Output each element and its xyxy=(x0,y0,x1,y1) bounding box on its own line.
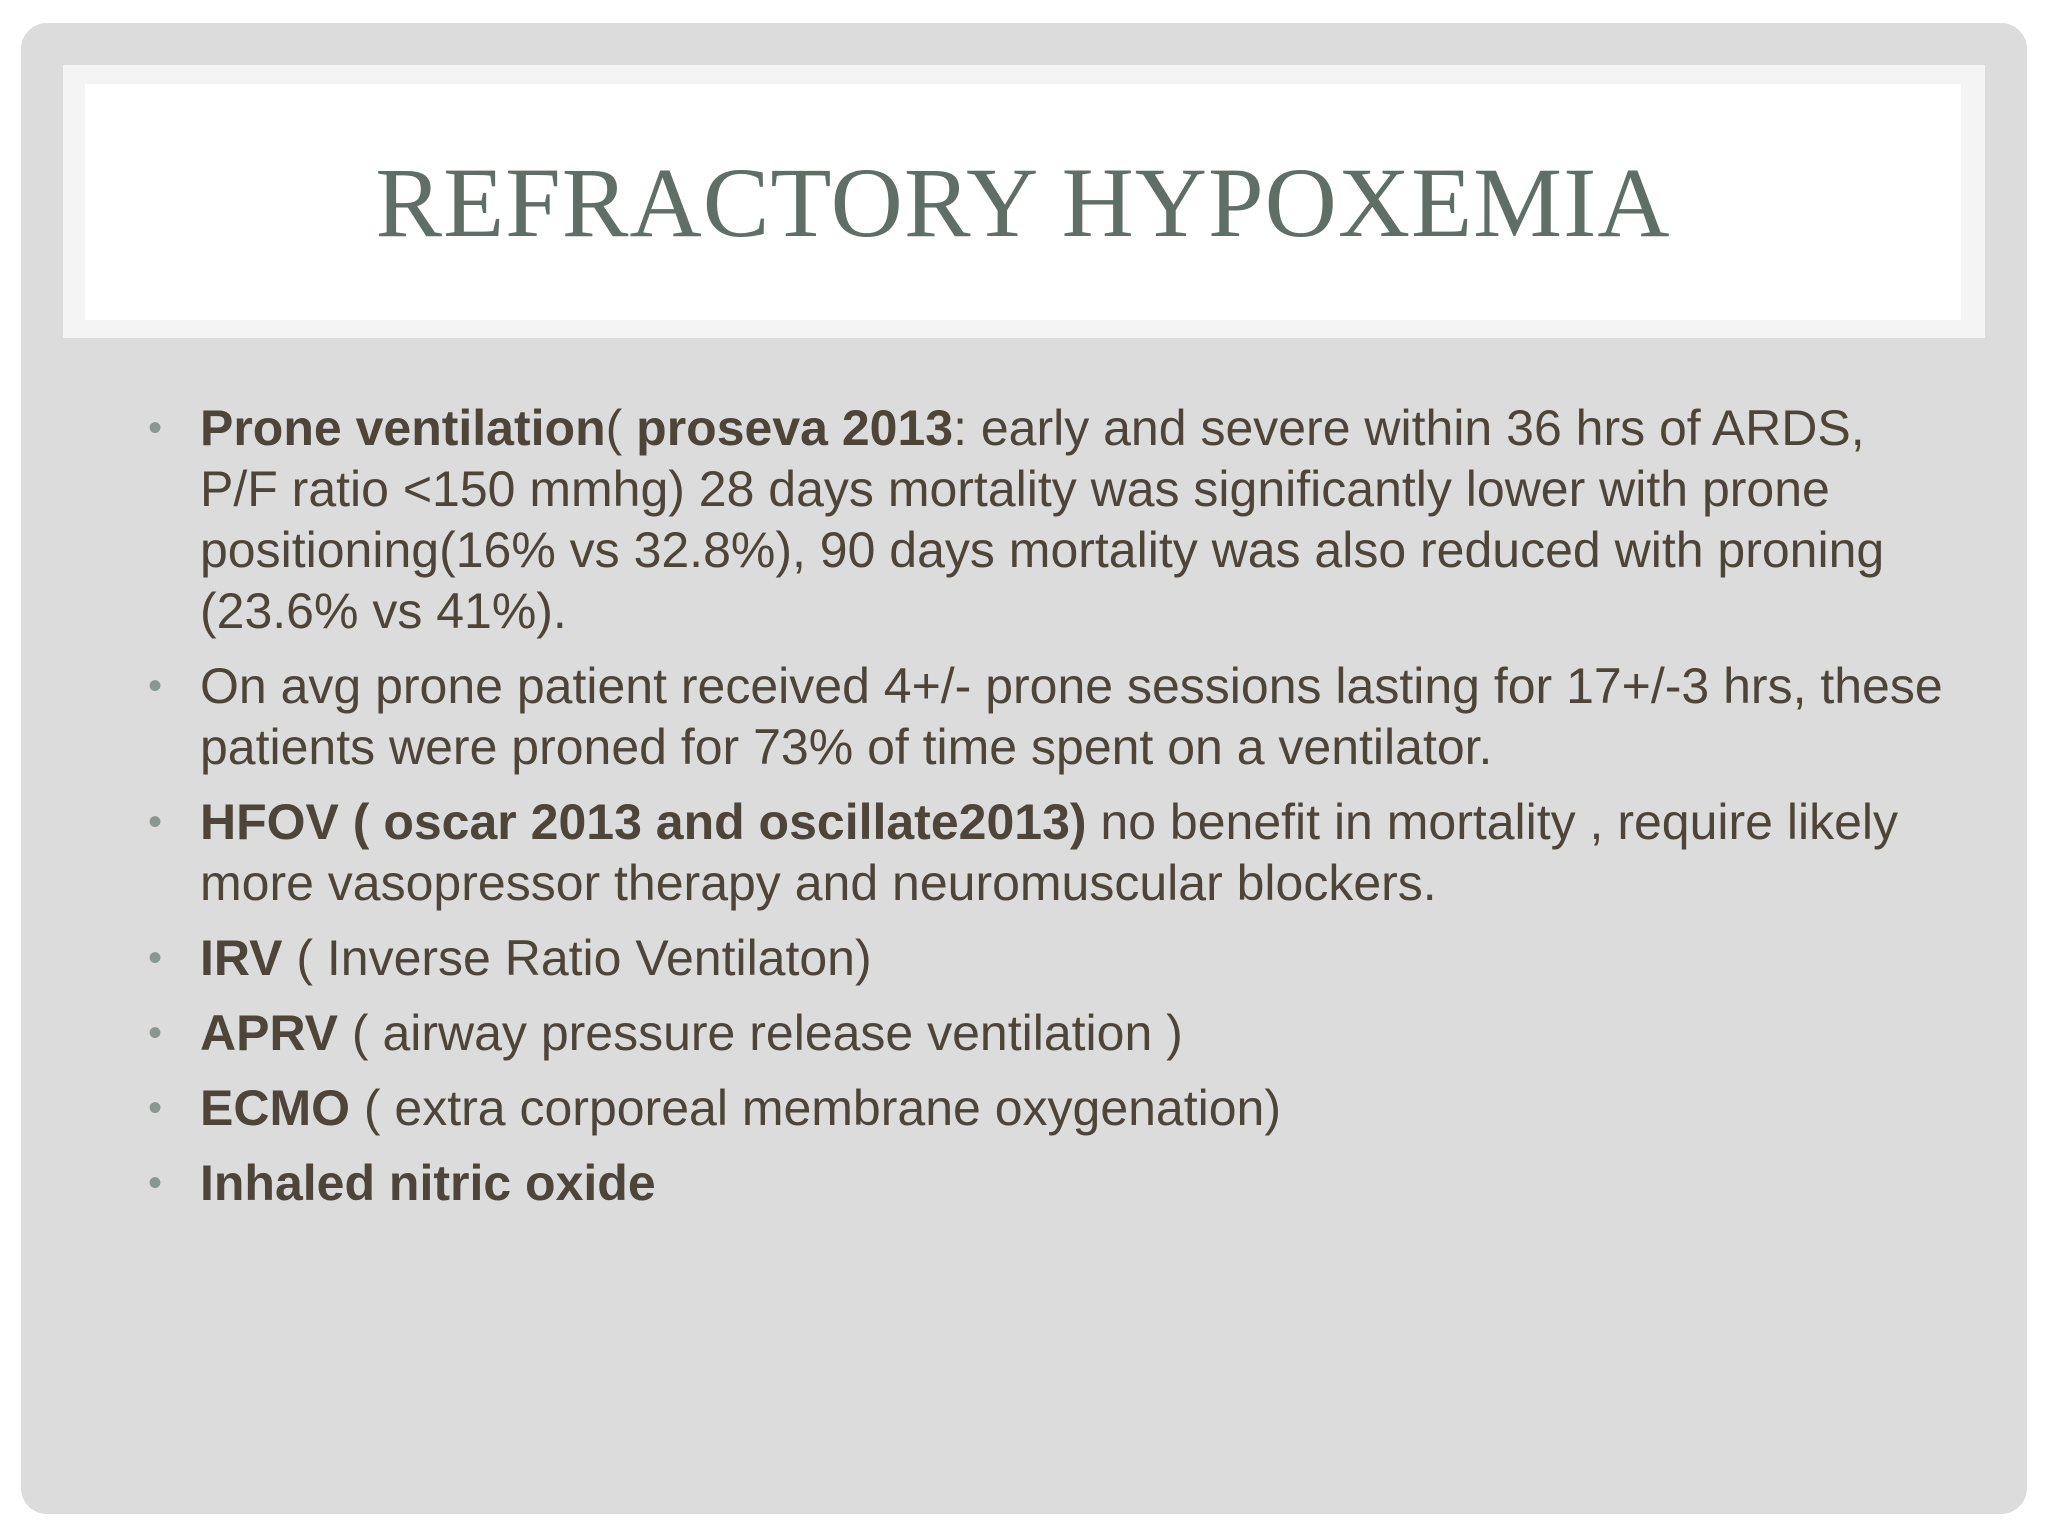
bullet-text-bold: ECMO xyxy=(200,1080,350,1136)
bullet-item-inhaled-nitric-oxide xyxy=(146,1153,1946,1214)
bullet-item-prone-ventilation xyxy=(146,398,1946,642)
slide-title: REFRACTORY HYPOXEMIA xyxy=(375,146,1671,258)
bullet-item-ecmo xyxy=(146,1078,1946,1139)
bullet-text-bold: proseva 2013 xyxy=(636,400,954,456)
bullet-text-bold: Prone ventilation xyxy=(200,400,606,456)
bullet-item-aprv xyxy=(146,1003,1946,1064)
bullet-text: ( extra corporeal membrane oxygenation) xyxy=(350,1080,1282,1136)
bullet-text-bold: Inhaled nitric oxide xyxy=(200,1155,656,1211)
bullet-dot-icon: • xyxy=(148,936,163,980)
bullet-text: ( airway pressure release ventilation ) xyxy=(338,1005,1183,1061)
title-frame xyxy=(63,65,1985,338)
bullet-dot-icon: • xyxy=(148,1011,163,1055)
bullet-text: ( Inverse Ratio Ventilaton) xyxy=(282,930,872,986)
bullet-text: ( xyxy=(605,400,637,456)
bullet-text: : early and severe within 36 hrs of ARDS, P/F ratio <150 mmhg) 28 days mortality was significantly lower with prone positioning(16% vs 32.8%), 90 days mortality was also reduced with proning (23.6% vs 41%). xyxy=(200,400,1885,639)
bullet-list xyxy=(146,398,1946,1228)
bullet-text-bold: HFOV ( oscar 2013 and oscillate2013) xyxy=(200,794,1087,850)
bullet-text: On avg prone patient received 4+/- prone sessions lasting for 17+/-3 hrs, these patients were proned for 73% of time spent on a ventilator. xyxy=(200,658,1943,775)
bullet-item-hfov xyxy=(146,792,1946,914)
bullet-text-bold: IRV xyxy=(200,930,283,986)
bullet-text-bold: APRV xyxy=(200,1005,339,1061)
bullet-dot-icon: • xyxy=(148,406,163,450)
bullet-dot-icon: • xyxy=(148,1086,163,1130)
bullet-item-irv xyxy=(146,928,1946,989)
bullet-item-prone-sessions xyxy=(146,656,1946,778)
title-box xyxy=(85,84,1961,320)
bullet-dot-icon: • xyxy=(148,800,163,844)
bullet-text: no benefit in mortality , require likely more vasopressor therapy and neuromuscular blockers. xyxy=(200,794,1899,911)
bullet-dot-icon: • xyxy=(148,1161,163,1205)
bullet-dot-icon: • xyxy=(148,664,163,708)
slide xyxy=(21,23,2027,1514)
